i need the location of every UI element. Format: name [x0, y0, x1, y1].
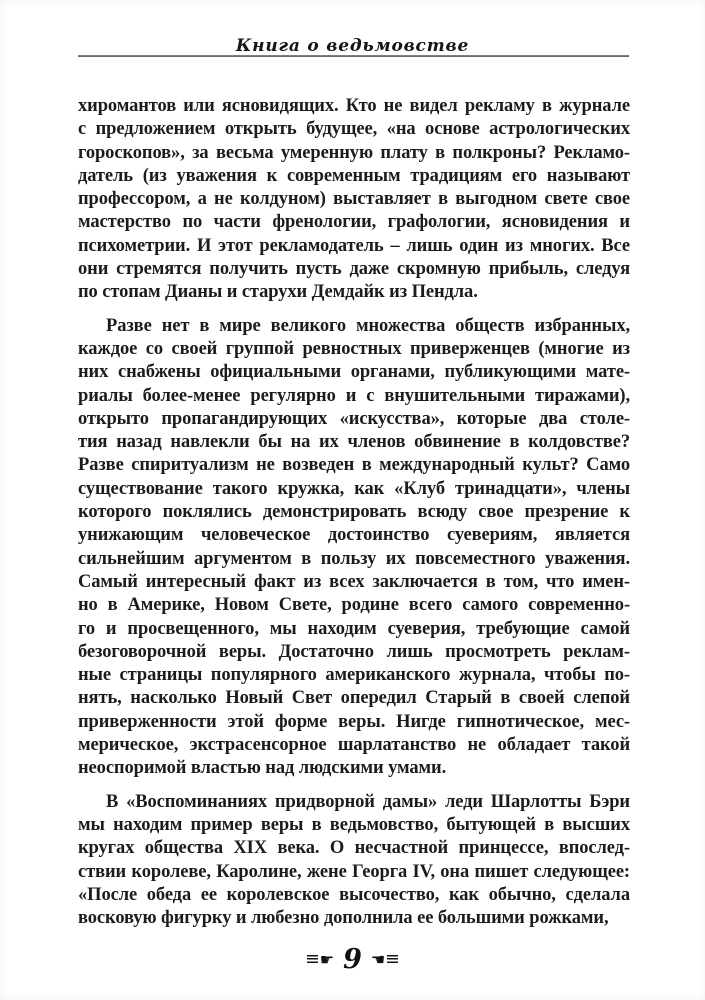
manicule-left-icon: ☚ — [370, 950, 386, 969]
text-line: каждое со своей группой ревностных приверженцев (многие из — [78, 338, 630, 359]
speed-lines-icon — [387, 955, 398, 963]
speed-lines-icon — [307, 955, 318, 963]
text-line: «После обеда ее королевское высочество, как обычно, сделала — [78, 884, 630, 905]
text-line: ствии королеве, Каролине, жене Георга IV, она пишет следующее: — [78, 861, 630, 882]
manicule-right-icon: ☛ — [319, 950, 335, 969]
text-line: мерическое, экстрасенсорное шарлатанство не обладает такой — [78, 735, 630, 756]
page-footer — [0, 936, 705, 982]
page-number: 9 — [343, 943, 362, 975]
text-line: них снабжены официальными органами, публикующими мате- — [78, 362, 630, 383]
text-line: Самый интересный факт из всех заключается в том, что имен- — [78, 571, 630, 592]
text-line: существование такого кружка, как «Клуб тринадцати», члены — [78, 478, 630, 499]
text-line: приверженности этой форме веры. Нигде гипнотическое, мес- — [78, 711, 630, 732]
body-paragraph — [78, 791, 630, 931]
text-line: кругах общества XIX века. О несчастной принцессе, впослед- — [78, 838, 630, 859]
text-line: Разве спиритуализм не возведен в международный культ? Само — [78, 455, 630, 476]
text-line: мы находим пример веры в ведьмовство, бытующей в высших — [78, 814, 630, 835]
text-line: мастерство по части френологии, графологии, ясновидения и — [78, 212, 630, 233]
text-line: хиромантов или ясновидящих. Кто не видел рекламу в журнале — [78, 96, 630, 116]
text-line: неоспоримой властью над людскими умами. — [78, 758, 447, 779]
running-title: Книга о ведьмовстве — [235, 36, 470, 56]
text-line: риалы более-менее регулярно и с внушительными тиражами), — [78, 385, 630, 406]
text-line: В «Воспоминаниях придворной дамы» леди Шарлотты Бэри — [106, 791, 630, 812]
text-line: безоговорочной веры. Достаточно лишь просмотреть реклам- — [78, 641, 630, 662]
text-line: с предложением открыть будущее, «на основе астрологических — [78, 119, 630, 140]
text-line: открыто пропагандирующих «искусства», которые два столе- — [78, 408, 630, 429]
text-line: Разве нет в мире великого множества обществ избранных, — [106, 315, 630, 336]
text-line: психометрии. И этот рекламодатель – лишь один из многих. Все — [78, 235, 630, 256]
page-header — [0, 0, 705, 70]
body-paragraph — [78, 315, 630, 781]
text-line: восковую фигурку и любезно дополнила ее большими рожками, — [78, 908, 609, 929]
text-line: го и просвещенного, мы находим суеверия, требующие самой — [78, 618, 630, 639]
text-line: по стопам Дианы и старухи Демдайк из Пендла. — [78, 282, 478, 303]
text-line: профессором, а не колдуном) выставляет в выгодном свете свое — [78, 189, 630, 210]
text-line: сильнейшим аргументом в пользу их повсеместного уважения. — [78, 548, 630, 569]
body-paragraph — [78, 95, 630, 305]
text-line: датель (из уважения к современным традициям его называют — [78, 165, 630, 186]
text-line: но в Америке, Новом Свете, родине всего самого современно- — [78, 595, 630, 616]
text-line: нять, насколько Новый Свет опередил Старый в своей слепой — [78, 688, 630, 709]
text-line: унижающим человеческое достоинство суевериям, является — [78, 525, 630, 546]
text-line: тия назад навлекли бы на их членов обвинение в колдовстве? — [78, 432, 630, 453]
text-line: которого поклялись демонстрировать всюду свое презрение к — [78, 502, 630, 523]
text-line: ные страницы популярного американского журнала, чтобы по- — [78, 665, 630, 686]
page-body — [78, 95, 630, 930]
text-line: они стремятся получить пусть даже скромную прибыль, следуя — [78, 259, 630, 280]
text-line: гороскопов», за весьма умеренную плату в полкроны? Рекламо- — [78, 142, 630, 163]
